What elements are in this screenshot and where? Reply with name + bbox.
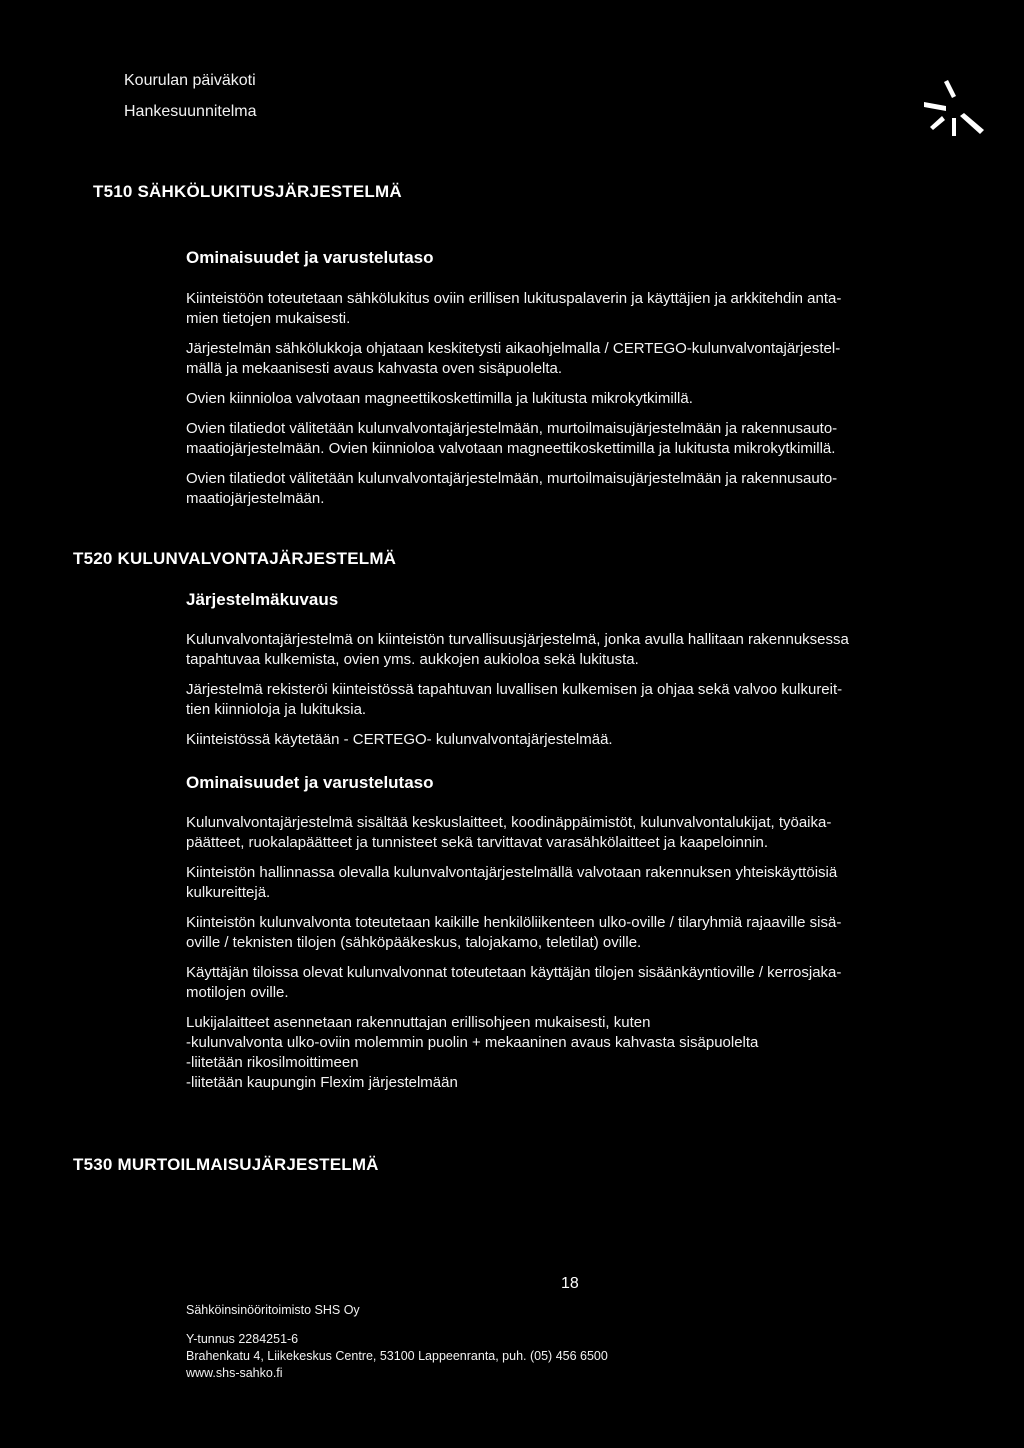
t510-body	[186, 289, 956, 519]
footer-address: Brahenkatu 4, Liikekeskus Centre, 53100 Lappeenranta, puh. (05) 456 6500	[186, 1349, 608, 1363]
paragraph: Ovien tilatiedot välitetään kulunvalvontajärjestelmään, murtoilmaisujärjestelmään ja rakennusauto- maatiojärjestelmään.	[186, 470, 838, 507]
header-document: Hankesuunnitelma	[124, 103, 257, 120]
list-item: -liitetään rikosilmoittimeen	[186, 1054, 359, 1071]
footer-business-id: Y-tunnus 2284251-6	[186, 1332, 299, 1346]
paragraph: Ovien kiinnioloa valvotaan magneettikoskettimilla ja lukitusta mikrokytkimillä.	[186, 390, 693, 407]
section-title-t530: T530 MURTOILMAISUJÄRJESTELMÄ	[73, 1155, 379, 1174]
paragraph: Kiinteistön hallinnassa olevalla kulunvalvontajärjestelmällä valvotaan rakennuksen yhteiskäyttöisiä kulkureittejä.	[186, 864, 838, 901]
paragraph: Kiinteistössä käytetään - CERTEGO- kulunvalvontajärjestelmää.	[186, 731, 613, 748]
reader-list	[186, 1013, 956, 1093]
subtitle-t510-features: Ominaisuudet ja varustelutaso	[186, 248, 434, 267]
paragraph: Ovien tilatiedot välitetään kulunvalvontajärjestelmään, murtoilmaisujärjestelmään ja rakennusauto- maatiojärjestelmään. Ovien kiinnioloa valvotaan magneettikoskettimilla ja lukitusta mikrokytkimillä.	[186, 420, 838, 457]
subtitle-t520-features: Ominaisuudet ja varustelutaso	[186, 773, 434, 792]
paragraph: Kulunvalvontajärjestelmä sisältää keskuslaitteet, koodinäppäimistöt, kulunvalvontalukijat, työaika- päätteet, ruokalapäätteet ja tunnisteet sekä tarvittavat varasähkölaitteet ja kaapeloinnin.	[186, 814, 832, 851]
paragraph: Käyttäjän tiloissa olevat kulunvalvonnat toteutetaan käyttäjän tilojen sisäänkäyntioville / kerrosjaka- motilojen oville.	[186, 964, 842, 1001]
footer-company: Sähköinsinööritoimisto SHS Oy	[186, 1303, 360, 1317]
t520-description-body	[186, 630, 956, 760]
paragraph: Järjestelmän sähkölukkoja ohjataan keskitetysti aikaohjelmalla / CERTEGO-kulunvalvontajärjestel- mällä ja mekaanisesti avaus kahvasta oven sisäpuolelta.	[186, 340, 841, 377]
page-number: 18	[561, 1275, 579, 1292]
list-item: -liitetään kaupungin Flexim järjestelmään	[186, 1074, 458, 1091]
footer-website: www.shs-sahko.fi	[186, 1366, 283, 1380]
header-project: Kourulan päiväkoti	[124, 72, 256, 89]
paragraph: Kiinteistöön toteutetaan sähkölukitus oviin erillisen lukituspalaverin ja käyttäjien ja arkkitehdin anta- mien tietojen mukaisesti.	[186, 290, 842, 327]
paragraph: Kulunvalvontajärjestelmä on kiinteistön turvallisuusjärjestelmä, jonka avulla hallitaan rakennuksessa tapahtuvaa kulkemista, ovien yms. aukkojen aukioloa sekä lukitusta.	[186, 631, 849, 668]
paragraph: Järjestelmä rekisteröi kiinteistössä tapahtuvan luvallisen kulkemisen ja ohjaa sekä valvoo kulkureit- tien kiinnioloja ja lukituksia.	[186, 681, 843, 718]
shs-logo-icon	[922, 78, 984, 138]
list-item: -kulunvalvonta ulko-oviin molemmin puolin + mekaaninen avaus kahvasta sisäpuolelta	[186, 1034, 759, 1051]
paragraph: Kiinteistön kulunvalvonta toteutetaan kaikille henkilöliikenteen ulko-oville / tilaryhmiä rajaaville sisä- oville / teknisten tilojen (sähköpääkeskus, talojakamo, teletilat) oville.	[186, 914, 842, 951]
list-intro: Lukijalaitteet asennetaan rakennuttajan erillisohjeen mukaisesti, kuten	[186, 1014, 651, 1031]
t520-features-body	[186, 813, 956, 1103]
section-title-t520: T520 KULUNVALVONTAJÄRJESTELMÄ	[73, 549, 397, 568]
footer-contact	[186, 1331, 608, 1382]
subtitle-t520-description: Järjestelmäkuvaus	[186, 590, 339, 609]
section-title-t510: T510 SÄHKÖLUKITUSJÄRJESTELMÄ	[93, 182, 402, 201]
